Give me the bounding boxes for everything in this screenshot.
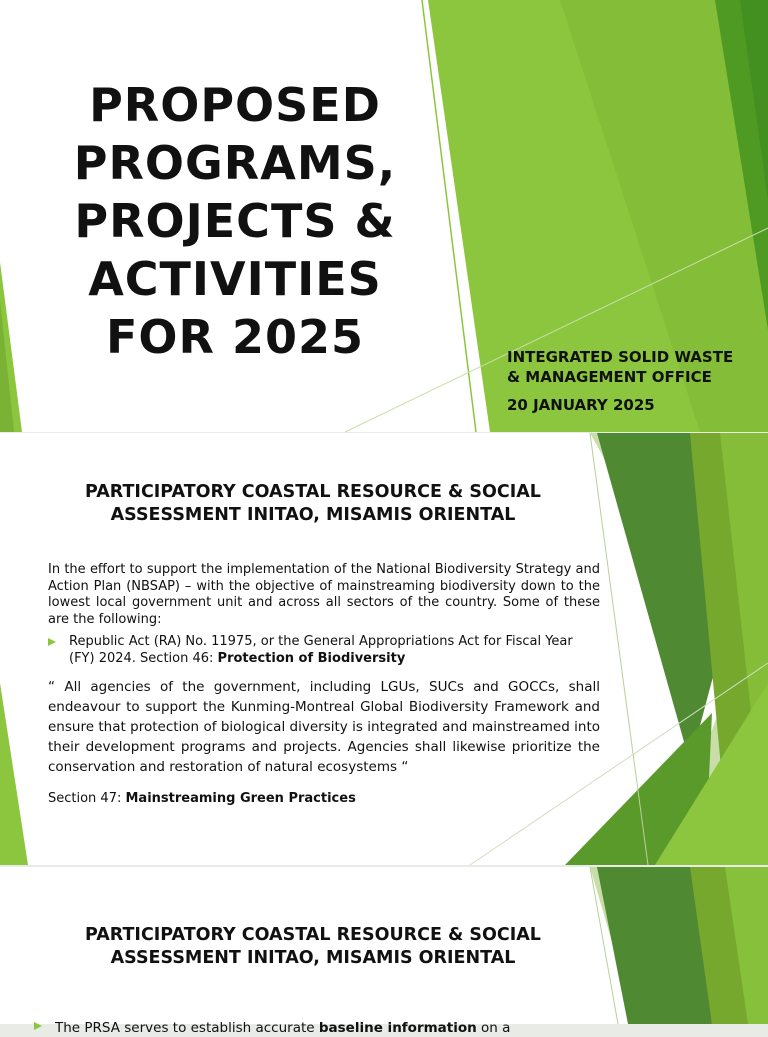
presenter-info [507,347,762,415]
title-line: PROPOSED [89,78,381,132]
heading-line: ASSESSMENT INITAO, MISAMIS ORIENTAL [110,505,516,525]
bullet-item [48,634,600,667]
slide-heading [48,924,578,970]
bullet-arrow-icon [48,638,56,646]
title-line: FOR 2025 [106,310,364,364]
slide-body [34,1013,568,1037]
bullet-text-tail: on a [481,1020,511,1036]
content-slide [0,867,768,1036]
office-name-line: & MANAGEMENT OFFICE [507,368,712,386]
section-47-label: Section 47: [48,790,122,806]
bullet-bold-text: Protection of Biodiversity [217,650,406,666]
bullet-text: Republic Act (RA) No. 11975, or the General Appropriations Act for Fiscal Year (FY) 2024. Section 46: [69,634,573,666]
content-slide [0,433,768,865]
bullet-arrow-icon [34,1022,42,1030]
presentation-date: 20 JANUARY 2025 [507,396,655,414]
intro-paragraph: In the effort to support the implementation of the National Biodiversity Strategy and Action Plan (NBSAP) – with the objective of mainstreaming biodiversity down to the lowest local government unit and across all sectors of the country. Some of these are the following: [48,562,600,627]
bullet-bold-text: baseline information [318,1020,477,1036]
quote-paragraph: “ All agencies of the government, including LGUs, SUCs and GOCCs, shall endeavour to support the Kunming-Montreal Global Biodiversity Framework and ensure that protection of biological diversity is integrated and mainstreamed into their development programs and projects. Agencies shall likewise prioritize the conservation and restoration of natural ecosystems “ [48,679,600,775]
bullet-text: The PRSA serves to establish accurate [55,1020,315,1036]
title-line: ACTIVITIES [88,252,382,306]
office-name-line: INTEGRATED SOLID WASTE [507,348,734,366]
title-slide [0,0,768,432]
title-line: PROGRAMS, [73,136,397,190]
section-47-line [48,791,600,808]
heading-line: PARTICIPATORY COASTAL RESOURCE & SOCIAL [85,482,541,502]
heading-line: PARTICIPATORY COASTAL RESOURCE & SOCIAL [85,925,541,945]
slide-body [48,562,600,807]
slide-heading [48,481,578,527]
section-47-title: Mainstreaming Green Practices [125,790,356,806]
bullet-item [34,1019,568,1037]
heading-line: ASSESSMENT INITAO, MISAMIS ORIENTAL [110,948,516,968]
presentation-title [40,76,430,366]
title-line: PROJECTS & [74,194,396,248]
